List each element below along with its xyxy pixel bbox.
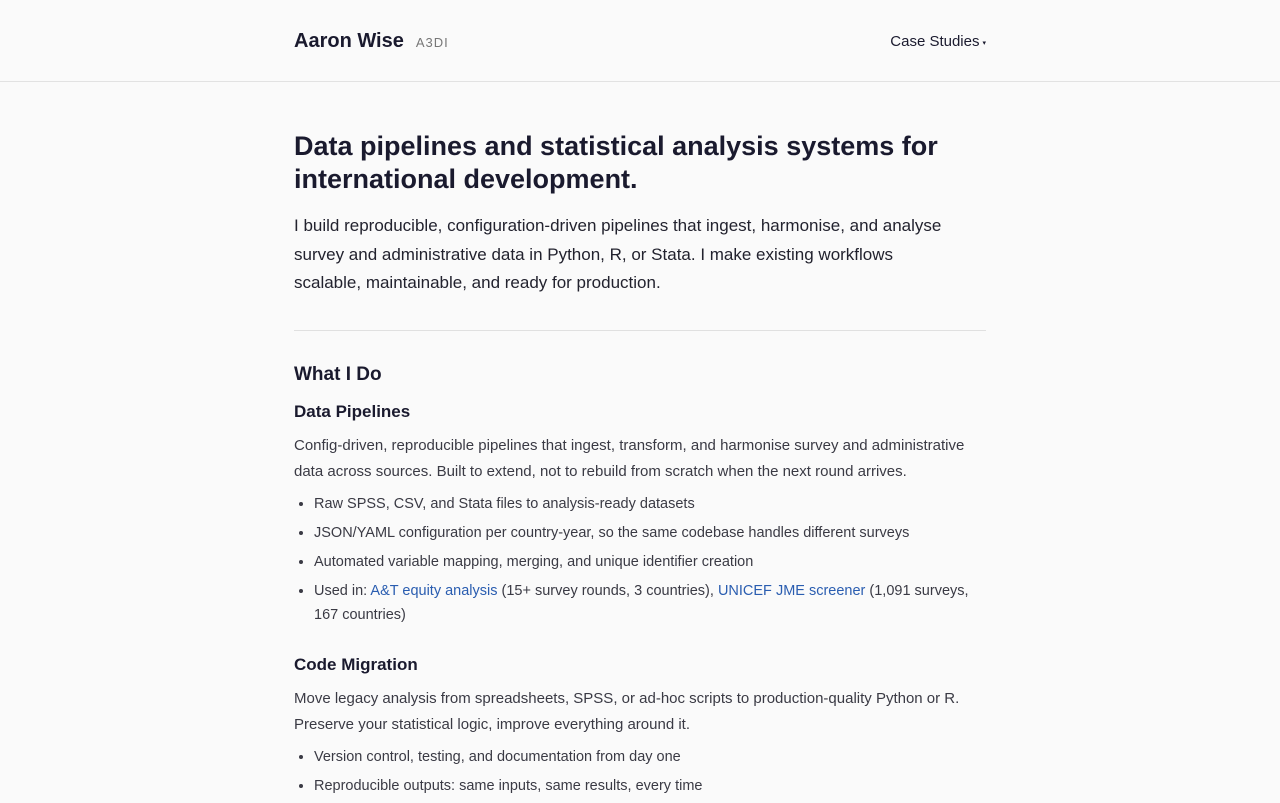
list-item: • Version control, testing, and documentation from day one	[314, 745, 986, 769]
list-item: • Automated variable mapping, merging, and unique identifier creation	[314, 550, 986, 574]
case-studies-menu[interactable]	[890, 33, 986, 50]
case-studies-label: Case Studies	[890, 32, 980, 50]
data-pipelines-description: Config-driven, reproducible pipelines that ingest, transform, and harmonise survey and administrative data across sources. Built to extend, not to rebuild from scratch when the next round arrives.	[294, 436, 965, 480]
section-heading-what-i-do: What I Do	[294, 363, 382, 385]
at-equity-analysis-link[interactable]: A&T equity analysis	[370, 582, 498, 599]
code-migration-description: Move legacy analysis from spreadsheets, SPSS, or ad-hoc scripts to production-quality Python or R. Preserve your statistical logic, improve everything around it.	[294, 689, 960, 733]
used-in-prefix: Used in:	[314, 582, 371, 599]
caret-down-icon: ▾	[982, 40, 986, 47]
brand-tag: A3DI	[415, 34, 449, 50]
header-inner	[294, 0, 986, 82]
page-title: Data pipelines and statistical analysis systems for international development.	[294, 131, 938, 194]
data-pipelines-list	[294, 492, 986, 627]
brand-name-link[interactable]: Aaron Wise	[294, 29, 404, 52]
subheading-data-pipelines: Data Pipelines	[294, 401, 411, 421]
site-header	[0, 0, 1280, 82]
list-item: • Raw SPSS, CSV, and Stata files to analysis-ready datasets	[314, 492, 986, 516]
subheading-code-migration: Code Migration	[294, 654, 418, 674]
used-in-mid: (15+ survey rounds, 3 countries),	[497, 582, 718, 599]
list-item: • JSON/YAML configuration per country-year, so the same codebase handles different surveys	[314, 521, 986, 545]
unicef-jme-screener-link[interactable]: UNICEF JME screener	[717, 582, 866, 599]
list-item-used-in	[314, 579, 986, 627]
brand	[294, 30, 449, 53]
used-in-suffix: (1,091 surveys, 167 countries)	[314, 582, 969, 623]
section-divider	[294, 330, 986, 331]
code-migration-list	[294, 745, 986, 798]
list-item: • Reproducible outputs: same inputs, same results, every time	[314, 774, 986, 798]
main-content	[294, 83, 986, 803]
intro-paragraph: I build reproducible, configuration-driven pipelines that ingest, harmonise, and analyse survey and administrative data in Python, R, or Stata. I make existing workflows scalable, maintainable, and ready for production.	[294, 216, 942, 292]
